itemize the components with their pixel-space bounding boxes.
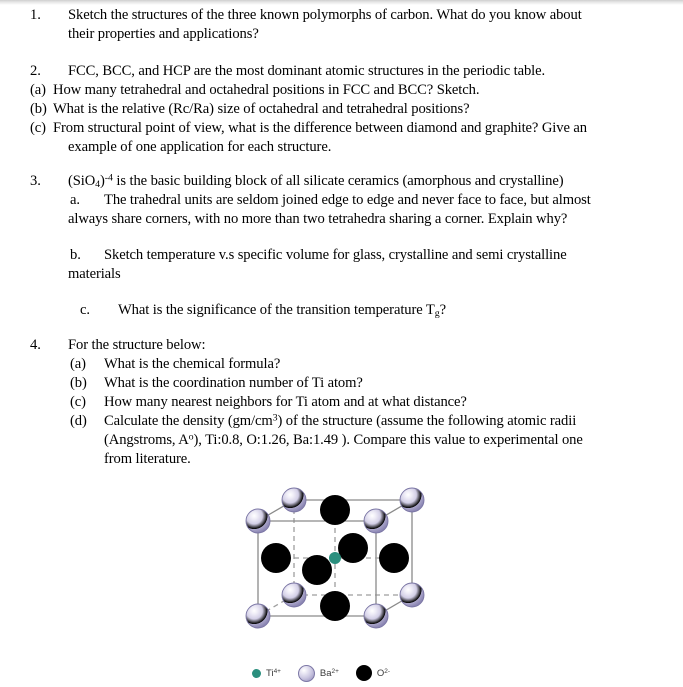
question-3-part-a-label: a. xyxy=(70,192,80,208)
question-3-stem-subscript: 4 xyxy=(95,179,101,191)
question-3-part-a-line-1: The trahedral units are seldom joined edge to edge and never face to face, but almost xyxy=(104,192,591,208)
question-4-part-d-line-2-suffix: ), Ti:0.8, O:1.26, Ba:1.49 ). Compare this value to experimental one xyxy=(193,432,583,448)
legend-label-titanium-symbol: Ti xyxy=(266,667,274,679)
legend-label-titanium-charge: 4+ xyxy=(273,667,281,675)
question-2-part-b-label: (b) xyxy=(30,101,47,117)
oxygen-marker-icon xyxy=(356,665,372,681)
question-3-part-c-label: c. xyxy=(80,302,90,318)
question-4-part-c-label: (c) xyxy=(70,394,86,410)
legend-label-oxygen-symbol: O xyxy=(376,667,385,679)
question-1-number: 1. xyxy=(30,7,41,23)
question-2-part-c-text: From structural point of view, what is the difference between diamond and graphite? Give an xyxy=(53,120,587,136)
barium-atom-back-bottom-left xyxy=(282,583,306,607)
question-4-number: 4. xyxy=(30,337,41,353)
question-2-part-a-label: (a) xyxy=(30,82,46,98)
question-2-part-c-label: (c) xyxy=(30,120,46,136)
question-4-part-a-label: (a) xyxy=(70,356,86,372)
titanium-atom-center xyxy=(329,552,341,564)
perovskite-unit-cell-figure xyxy=(236,470,451,650)
legend-label-oxygen-charge: 2- xyxy=(384,667,391,675)
question-4-part-a-text: What is the chemical formula? xyxy=(104,356,281,372)
legend-label-barium-symbol: Ba xyxy=(319,667,332,679)
oxygen-atom-front xyxy=(302,555,332,585)
question-4-part-d-line-1-prefix: Calculate the density (gm/cm xyxy=(104,413,273,429)
barium-marker-icon xyxy=(298,665,315,682)
legend-item-barium xyxy=(298,665,339,682)
question-4-part-d-line-2-superscript: o xyxy=(188,431,194,443)
question-3-part-c-subscript: g xyxy=(434,308,440,320)
question-3-part-b-label: b. xyxy=(70,247,81,263)
question-2-part-c-text-cont: example of one application for each structure. xyxy=(68,139,332,155)
barium-atom-front-top-right xyxy=(364,509,388,533)
legend-item-titanium xyxy=(252,668,281,679)
question-3-stem xyxy=(68,172,678,192)
oxygen-atom-bottom xyxy=(320,591,350,621)
oxygen-atom-left xyxy=(261,543,291,573)
question-3-part-c-text-suffix: ? xyxy=(439,302,446,318)
oxygen-atom-top xyxy=(320,495,350,525)
question-3-stem-mid: ) xyxy=(100,173,105,189)
figure-legend xyxy=(252,662,492,684)
oxygen-atom-back xyxy=(338,533,368,563)
question-4-part-d-line-2 xyxy=(104,431,668,451)
question-4-part-d-label: (d) xyxy=(70,413,87,429)
question-3-number: 3. xyxy=(30,173,41,189)
question-2-part-a-text: How many tetrahedral and octahedral positions in FCC and BCC? Sketch. xyxy=(53,82,480,98)
legend-label-barium xyxy=(320,668,339,679)
question-2-number: 2. xyxy=(30,63,41,79)
barium-atom-back-bottom-right xyxy=(400,583,424,607)
titanium-marker-icon xyxy=(252,669,261,678)
question-4-part-d-line-3: from literature. xyxy=(104,451,191,467)
question-2-part-b-text: What is the relative (Rc/Ra) size of octahedral and tetrahedral positions? xyxy=(53,101,470,117)
question-3-part-c-text-prefix: What is the significance of the transition temperature T xyxy=(118,302,435,318)
question-4-part-d-line-1-suffix: ) of the structure (assume the following atomic radii xyxy=(277,413,577,429)
question-4-part-d-line-1-superscript: 3 xyxy=(272,412,278,424)
oxygen-atom-right xyxy=(379,543,409,573)
legend-label-titanium xyxy=(266,668,281,679)
question-4-part-d-line-1 xyxy=(104,412,668,432)
question-3-part-c-text xyxy=(118,301,668,321)
barium-atom-front-bottom-right xyxy=(364,604,388,628)
question-1-line-1: Sketch the structures of the three known polymorphs of carbon. What do you know about xyxy=(68,7,582,23)
question-4-part-d-line-2-prefix: (Angstroms, A xyxy=(104,432,189,448)
unit-cell-svg xyxy=(236,470,451,650)
question-3-part-b-line-1: Sketch temperature v.s specific volume for glass, crystalline and semi crystalline xyxy=(104,247,567,263)
question-3-part-a-line-2: always share corners, with no more than two tetrahedra sharing a corner. Explain why? xyxy=(68,211,568,227)
legend-label-oxygen xyxy=(377,668,390,679)
legend-label-barium-charge: 2+ xyxy=(331,667,339,675)
question-3-part-b-line-2: materials xyxy=(68,266,121,282)
legend-item-oxygen xyxy=(356,665,390,681)
question-4-part-c-text: How many nearest neighbors for Ti atom and at what distance? xyxy=(104,394,467,410)
barium-atom-back-top-right xyxy=(400,488,424,512)
barium-atom-front-top-left xyxy=(246,509,270,533)
question-4-stem: For the structure below: xyxy=(68,337,206,353)
question-3-stem-suffix: is the basic building block of all silicate ceramics (amorphous and crystalline) xyxy=(112,173,564,189)
question-1-line-2: their properties and applications? xyxy=(68,26,259,42)
question-3-stem-superscript: -4 xyxy=(104,172,113,184)
question-3-stem-prefix: (SiO xyxy=(68,173,96,189)
question-4-part-b-label: (b) xyxy=(70,375,87,391)
question-2-stem: FCC, BCC, and HCP are the most dominant atomic structures in the periodic table. xyxy=(68,63,546,79)
barium-atom-front-bottom-left xyxy=(246,604,270,628)
question-4-part-b-text: What is the coordination number of Ti atom? xyxy=(104,375,363,391)
barium-atom-back-top-left xyxy=(282,488,306,512)
